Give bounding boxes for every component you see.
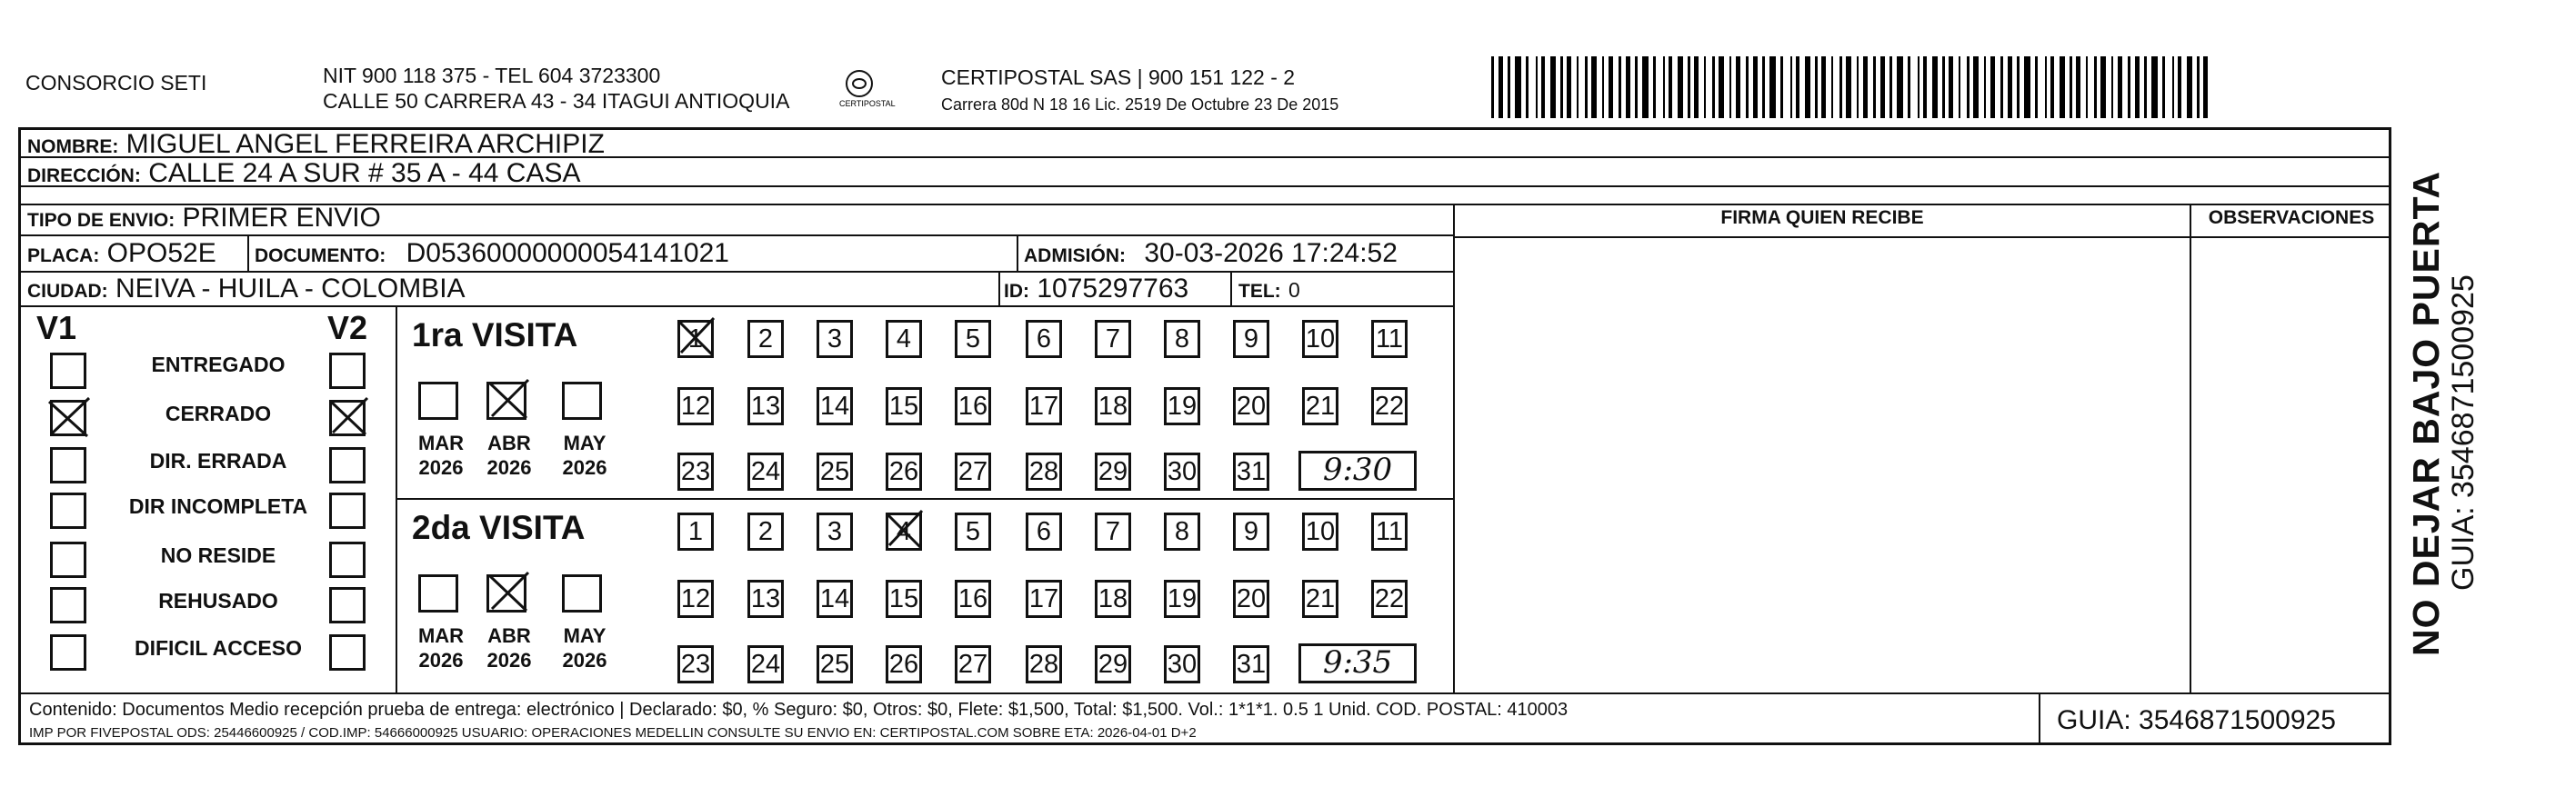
day-cell[interactable]: 29 (1095, 453, 1131, 491)
day-cell[interactable]: 24 (747, 645, 784, 683)
barcode-bar (1619, 56, 1621, 118)
divider (1453, 204, 1455, 694)
barcode-bar (2100, 56, 2106, 118)
barcode-bar (1780, 56, 1783, 118)
barcode-bar (1635, 56, 1638, 118)
day-cell[interactable]: 31 (1233, 645, 1269, 683)
day-cell[interactable]: 7 (1095, 513, 1131, 551)
barcode-bar (1577, 56, 1579, 118)
barcode-bar (1694, 56, 1699, 118)
admision-value: 30-03-2026 17:24:52 (1144, 238, 1398, 268)
day-cell[interactable]: 26 (886, 645, 922, 683)
v2-header: V2 (327, 309, 368, 346)
barcode-bar (1857, 56, 1859, 118)
documento-label: DOCUMENTO: (255, 245, 386, 266)
day-cell[interactable]: 12 (677, 580, 714, 618)
day-cell[interactable]: 23 (677, 453, 714, 491)
barcode-bar (2197, 56, 2200, 118)
status-v2-checkbox[interactable] (329, 634, 366, 671)
barcode-bar (1880, 56, 1885, 118)
ciudad-row (27, 272, 466, 309)
day-cell[interactable]: 22 (1371, 387, 1408, 425)
tipo-envio-value: PRIMER ENVIO (182, 203, 381, 233)
month-label: MAR 2026 (417, 624, 465, 672)
frame-bottom (18, 742, 2391, 745)
barcode-bar (1805, 56, 1810, 118)
barcode-bar (1591, 56, 1597, 118)
barcode-bar (1515, 56, 1521, 118)
day-cell[interactable]: 10 (1302, 320, 1338, 358)
day-cell[interactable]: 5 (955, 513, 991, 551)
day-cell[interactable]: 13 (747, 387, 784, 425)
status-label: DIFICIL ACCESO (134, 636, 302, 660)
month-checkbox[interactable] (562, 382, 602, 420)
status-v1-checkbox[interactable] (50, 353, 86, 389)
day-cell[interactable]: 18 (1095, 580, 1131, 618)
svg-text:CERTIPOSTAL: CERTIPOSTAL (839, 99, 896, 108)
check-mark-icon (327, 396, 369, 438)
day-cell[interactable]: 16 (955, 387, 991, 425)
barcode-bar (1863, 56, 1868, 118)
status-label: REHUSADO (158, 589, 278, 613)
day-cell[interactable]: 25 (817, 645, 853, 683)
license-line: Carrera 80d N 18 16 Lic. 2519 De Octubre 23 De 2015 (941, 95, 1339, 114)
day-cell[interactable]: 27 (955, 645, 991, 683)
barcode-bar (1959, 56, 1960, 118)
barcode-bar (1973, 56, 1979, 118)
barcode-bar (2008, 56, 2012, 118)
barcode-bar (2000, 56, 2003, 118)
day-cell[interactable]: 15 (886, 580, 922, 618)
month-label: ABR 2026 (486, 624, 532, 672)
status-label: NO RESIDE (160, 543, 276, 567)
barcode-bar (1984, 56, 1986, 118)
direccion-label: DIRECCIÓN: (27, 165, 141, 186)
barcode-bar (2172, 56, 2174, 118)
day-cell[interactable]: 19 (1164, 580, 1200, 618)
barcode-bar (1831, 56, 1833, 118)
certipostal-logo (839, 65, 903, 120)
day-cell[interactable]: 2 (747, 513, 784, 551)
day-cell[interactable]: 30 (1164, 645, 1200, 683)
barcode-bar (1602, 56, 1604, 118)
check-mark-icon (486, 378, 530, 422)
day-cell[interactable]: 17 (1026, 580, 1062, 618)
barcode-bar (2060, 56, 2065, 118)
barcode-bar (2017, 56, 2020, 118)
day-cell[interactable]: 21 (1302, 387, 1338, 425)
direccion-row (27, 156, 580, 194)
barcode-bar (2128, 56, 2130, 118)
divider (2039, 694, 2040, 744)
barcode-bar (2144, 56, 2147, 118)
barcode-bar (1508, 56, 1510, 118)
barcode-bar (2045, 56, 2047, 118)
nombre-value: MIGUEL ANGEL FERREIRA ARCHIPIZ (125, 129, 605, 159)
day-cell[interactable]: 4 (886, 320, 922, 358)
barcode-bar (1815, 56, 1818, 118)
observations-area[interactable] (2193, 240, 2388, 691)
imp-text: IMP POR FIVEPOSTAL ODS: 25446600925 / COD.IMP: 54666000925 USUARIO: OPERACIONES MEDELLIN CONSULTE SU ENVIO EN: CERTIPOSTAL.COM SOBRE ETA: 2026-04-01 D+2 (29, 725, 1197, 741)
barcode-bar (1541, 56, 1545, 118)
barcode-bar (1642, 56, 1649, 118)
tel-row (1238, 272, 1300, 309)
barcode-bar (1932, 56, 1938, 118)
day-cell[interactable]: 22 (1371, 580, 1408, 618)
day-cell[interactable]: 6 (1026, 513, 1062, 551)
firma-header: FIRMA QUIEN RECIBE (1720, 207, 1924, 228)
day-cell[interactable]: 24 (747, 453, 784, 491)
tel-label: TEL: (1238, 281, 1281, 302)
barcode-bar (1678, 56, 1683, 118)
barcode-bar (1990, 56, 1995, 118)
barcode-bar (1908, 56, 1910, 118)
barcode-bar (2050, 56, 2054, 118)
status-v2-checkbox[interactable] (329, 447, 366, 483)
tipo-envio-label: TIPO DE ENVIO: (27, 210, 175, 231)
status-v1-checkbox[interactable] (50, 587, 86, 623)
barcode-bar (1688, 56, 1690, 118)
day-cell[interactable]: 28 (1026, 453, 1062, 491)
barcode-bar (1609, 56, 1613, 118)
certipostal-line: CERTIPOSTAL SAS | 900 151 122 - 2 (941, 65, 1296, 89)
barcode-bar (1873, 56, 1876, 118)
divider (2190, 204, 2191, 694)
barcode-bar (1536, 56, 1538, 118)
month-checkbox[interactable] (562, 574, 602, 613)
barcode-bar (2024, 56, 2030, 118)
barcode-bar (1526, 56, 1529, 118)
barcode-bar (1567, 56, 1571, 118)
divider (247, 236, 249, 271)
status-v1-checkbox[interactable] (50, 634, 86, 671)
barcode-bar (1790, 56, 1792, 118)
visit-title: 1ra VISITA (412, 316, 578, 354)
day-cell[interactable]: 30 (1164, 453, 1200, 491)
status-v2-checkbox[interactable] (329, 587, 366, 623)
barcode-bar (1550, 56, 1556, 118)
day-cell[interactable]: 29 (1095, 645, 1131, 683)
divider (18, 692, 2391, 694)
divider (998, 273, 1000, 307)
id-value: 1075297763 (1037, 274, 1189, 304)
barcode-bar (1712, 56, 1715, 118)
barcode-bar (1949, 56, 1953, 118)
day-cell[interactable]: 14 (817, 387, 853, 425)
day-cell[interactable]: 26 (886, 453, 922, 491)
status-v2-checkbox[interactable] (329, 542, 366, 578)
check-mark-icon (676, 316, 716, 358)
contenido-text: Contenido: Documentos Medio recepción prueba de entrega: electrónico | Declarado: $0, % Seguro: $0, Otros: $0, Flete: $1,500, Total: $1,500. Vol.: 1*1*1. 0.5 1 Unid. COD. POSTAL: 410003 (29, 700, 1569, 720)
barcode-bar (1663, 56, 1665, 118)
divider (1230, 273, 1232, 307)
barcode-bar (2187, 56, 2192, 118)
month-label: MAY 2026 (562, 432, 607, 479)
status-v1-checkbox[interactable] (50, 542, 86, 578)
barcode-bar (1491, 56, 1494, 118)
ciudad-label: CIUDAD: (27, 281, 108, 302)
day-cell[interactable]: 20 (1233, 580, 1269, 618)
barcode-bar (2035, 56, 2038, 118)
barcode-bar (1736, 56, 1740, 118)
day-cell[interactable]: 6 (1026, 320, 1062, 358)
day-cell[interactable]: 5 (955, 320, 991, 358)
placa-value: OPO52E (106, 238, 216, 268)
status-label: DIR INCOMPLETA (128, 494, 308, 518)
day-cell[interactable]: 27 (955, 453, 991, 491)
v1-header: V1 (36, 309, 77, 346)
day-cell[interactable]: 12 (677, 387, 714, 425)
day-cell[interactable]: 1 (677, 513, 714, 551)
day-cell[interactable]: 18 (1095, 387, 1131, 425)
barcode-bar (2151, 56, 2158, 118)
nit-line: NIT 900 118 375 - TEL 604 3723300 (323, 64, 661, 87)
barcode-bar (1923, 56, 1927, 118)
divider (396, 498, 1455, 500)
visit-title: 2da VISITA (412, 509, 586, 546)
barcode-bar (2178, 56, 2181, 118)
visit-time[interactable]: 9:30 (1298, 451, 1417, 491)
tel-value: 0 (1288, 278, 1300, 302)
month-label: ABR 2026 (486, 432, 532, 479)
day-cell[interactable]: 9 (1233, 513, 1269, 551)
barcode-bar (1653, 56, 1656, 118)
day-cell[interactable]: 11 (1371, 320, 1408, 358)
divider (396, 307, 397, 692)
barcode-bar (1918, 56, 1919, 118)
status-v2-checkbox[interactable] (329, 493, 366, 529)
day-cell[interactable]: 17 (1026, 387, 1062, 425)
barcode-bar (1889, 56, 1892, 118)
barcode-bar (2203, 56, 2208, 118)
day-cell[interactable]: 28 (1026, 645, 1062, 683)
placa-label: PLACA: (27, 245, 100, 266)
day-cell[interactable]: 21 (1302, 580, 1338, 618)
check-mark-icon (45, 396, 91, 440)
documento-row (255, 236, 729, 274)
day-cell[interactable]: 8 (1164, 513, 1200, 551)
id-row (1004, 272, 1188, 309)
address-line: CALLE 50 CARRERA 43 - 34 ITAGUI ANTIOQUIA (323, 89, 790, 113)
visit-time[interactable]: 9:35 (1298, 643, 1417, 683)
direccion-value: CALLE 24 A SUR # 35 A - 44 CASA (148, 158, 581, 188)
barcode-bar (1560, 56, 1563, 118)
day-cell[interactable]: 20 (1233, 387, 1269, 425)
barcode-bar (2162, 56, 2165, 118)
month-label: MAY 2026 (562, 624, 607, 672)
day-cell[interactable]: 23 (677, 645, 714, 683)
signature-area[interactable] (1457, 240, 2188, 691)
barcode-bar (1769, 56, 1776, 118)
barcode-bar (1669, 56, 1672, 118)
day-cell[interactable]: 3 (817, 513, 853, 551)
barcode-bar (1746, 56, 1749, 118)
day-cell[interactable]: 13 (747, 580, 784, 618)
barcode-bar (2086, 56, 2088, 118)
status-v1-checkbox[interactable] (50, 493, 86, 529)
day-cell[interactable]: 31 (1233, 453, 1269, 491)
day-cell[interactable]: 2 (747, 320, 784, 358)
barcode-bar (1942, 56, 1945, 118)
divider (1017, 236, 1018, 273)
barcode (1491, 0, 2219, 127)
barcode-bar (1846, 56, 1851, 118)
barcode-bar (1753, 56, 1758, 118)
status-label: DIR. ERRADA (149, 449, 287, 473)
barcode-bar (2111, 56, 2113, 118)
company-name: CONSORCIO SETI (25, 71, 207, 95)
day-cell[interactable]: 25 (817, 453, 853, 491)
barcode-bar (1796, 56, 1799, 118)
day-cell[interactable]: 1 (677, 320, 714, 358)
day-cell[interactable]: 14 (817, 580, 853, 618)
frame-left (18, 127, 21, 745)
check-mark-icon (486, 571, 530, 614)
status-v2-checkbox[interactable] (329, 353, 366, 389)
barcode-bar (1729, 56, 1731, 118)
barcode-bar (1762, 56, 1765, 118)
barcode-bar (2094, 56, 2097, 118)
day-cell[interactable]: 11 (1371, 513, 1408, 551)
tipo-envio-row (27, 202, 381, 237)
footer-guia: GUIA: 3546871500925 (2057, 705, 2336, 735)
barcode-bar (1498, 56, 1503, 118)
day-cell[interactable]: 4 (886, 513, 922, 551)
ciudad-value: NEIVA - HUILA - COLOMBIA (115, 274, 466, 304)
day-cell[interactable]: 10 (1302, 513, 1338, 551)
barcode-bar (1719, 56, 1724, 118)
barcode-bar (1967, 56, 1970, 118)
status-label: CERRADO (165, 402, 272, 425)
admision-label: ADMISIÓN: (1024, 245, 1126, 266)
barcode-bar (2076, 56, 2080, 118)
status-v1-checkbox[interactable] (50, 447, 86, 483)
admision-row (1024, 236, 1398, 274)
placa-row (27, 236, 216, 274)
divider (1453, 236, 2390, 238)
barcode-bar (1839, 56, 1842, 118)
documento-value: D05360000000054141021 (406, 238, 729, 268)
status-label: ENTREGADO (151, 353, 286, 376)
check-mark-icon (884, 509, 924, 551)
month-label: MAR 2026 (417, 432, 465, 479)
side-guia: GUIA: 3546871500925 (2446, 274, 2481, 591)
barcode-bar (1821, 56, 1826, 118)
observaciones-header: OBSERVACIONES (2208, 207, 2375, 228)
id-label: ID: (1004, 281, 1029, 302)
barcode-bar (1585, 56, 1588, 118)
day-cell[interactable]: 15 (886, 387, 922, 425)
nombre-label: NOMBRE: (27, 136, 119, 157)
barcode-bar (2070, 56, 2072, 118)
month-checkbox[interactable] (418, 382, 458, 420)
day-cell[interactable]: 19 (1164, 387, 1200, 425)
day-cell[interactable]: 3 (817, 320, 853, 358)
day-cell[interactable]: 8 (1164, 320, 1200, 358)
day-cell[interactable]: 9 (1233, 320, 1269, 358)
day-cell[interactable]: 7 (1095, 320, 1131, 358)
barcode-bar (1897, 56, 1903, 118)
barcode-bar (1626, 56, 1630, 118)
barcode-bar (1704, 56, 1706, 118)
month-checkbox[interactable] (418, 574, 458, 613)
barcode-bar (2135, 56, 2140, 118)
day-cell[interactable]: 16 (955, 580, 991, 618)
barcode-bar (2118, 56, 2122, 118)
no-dejar-bajo-puerta: NO DEJAR BAJO PUERTA (2405, 170, 2447, 656)
